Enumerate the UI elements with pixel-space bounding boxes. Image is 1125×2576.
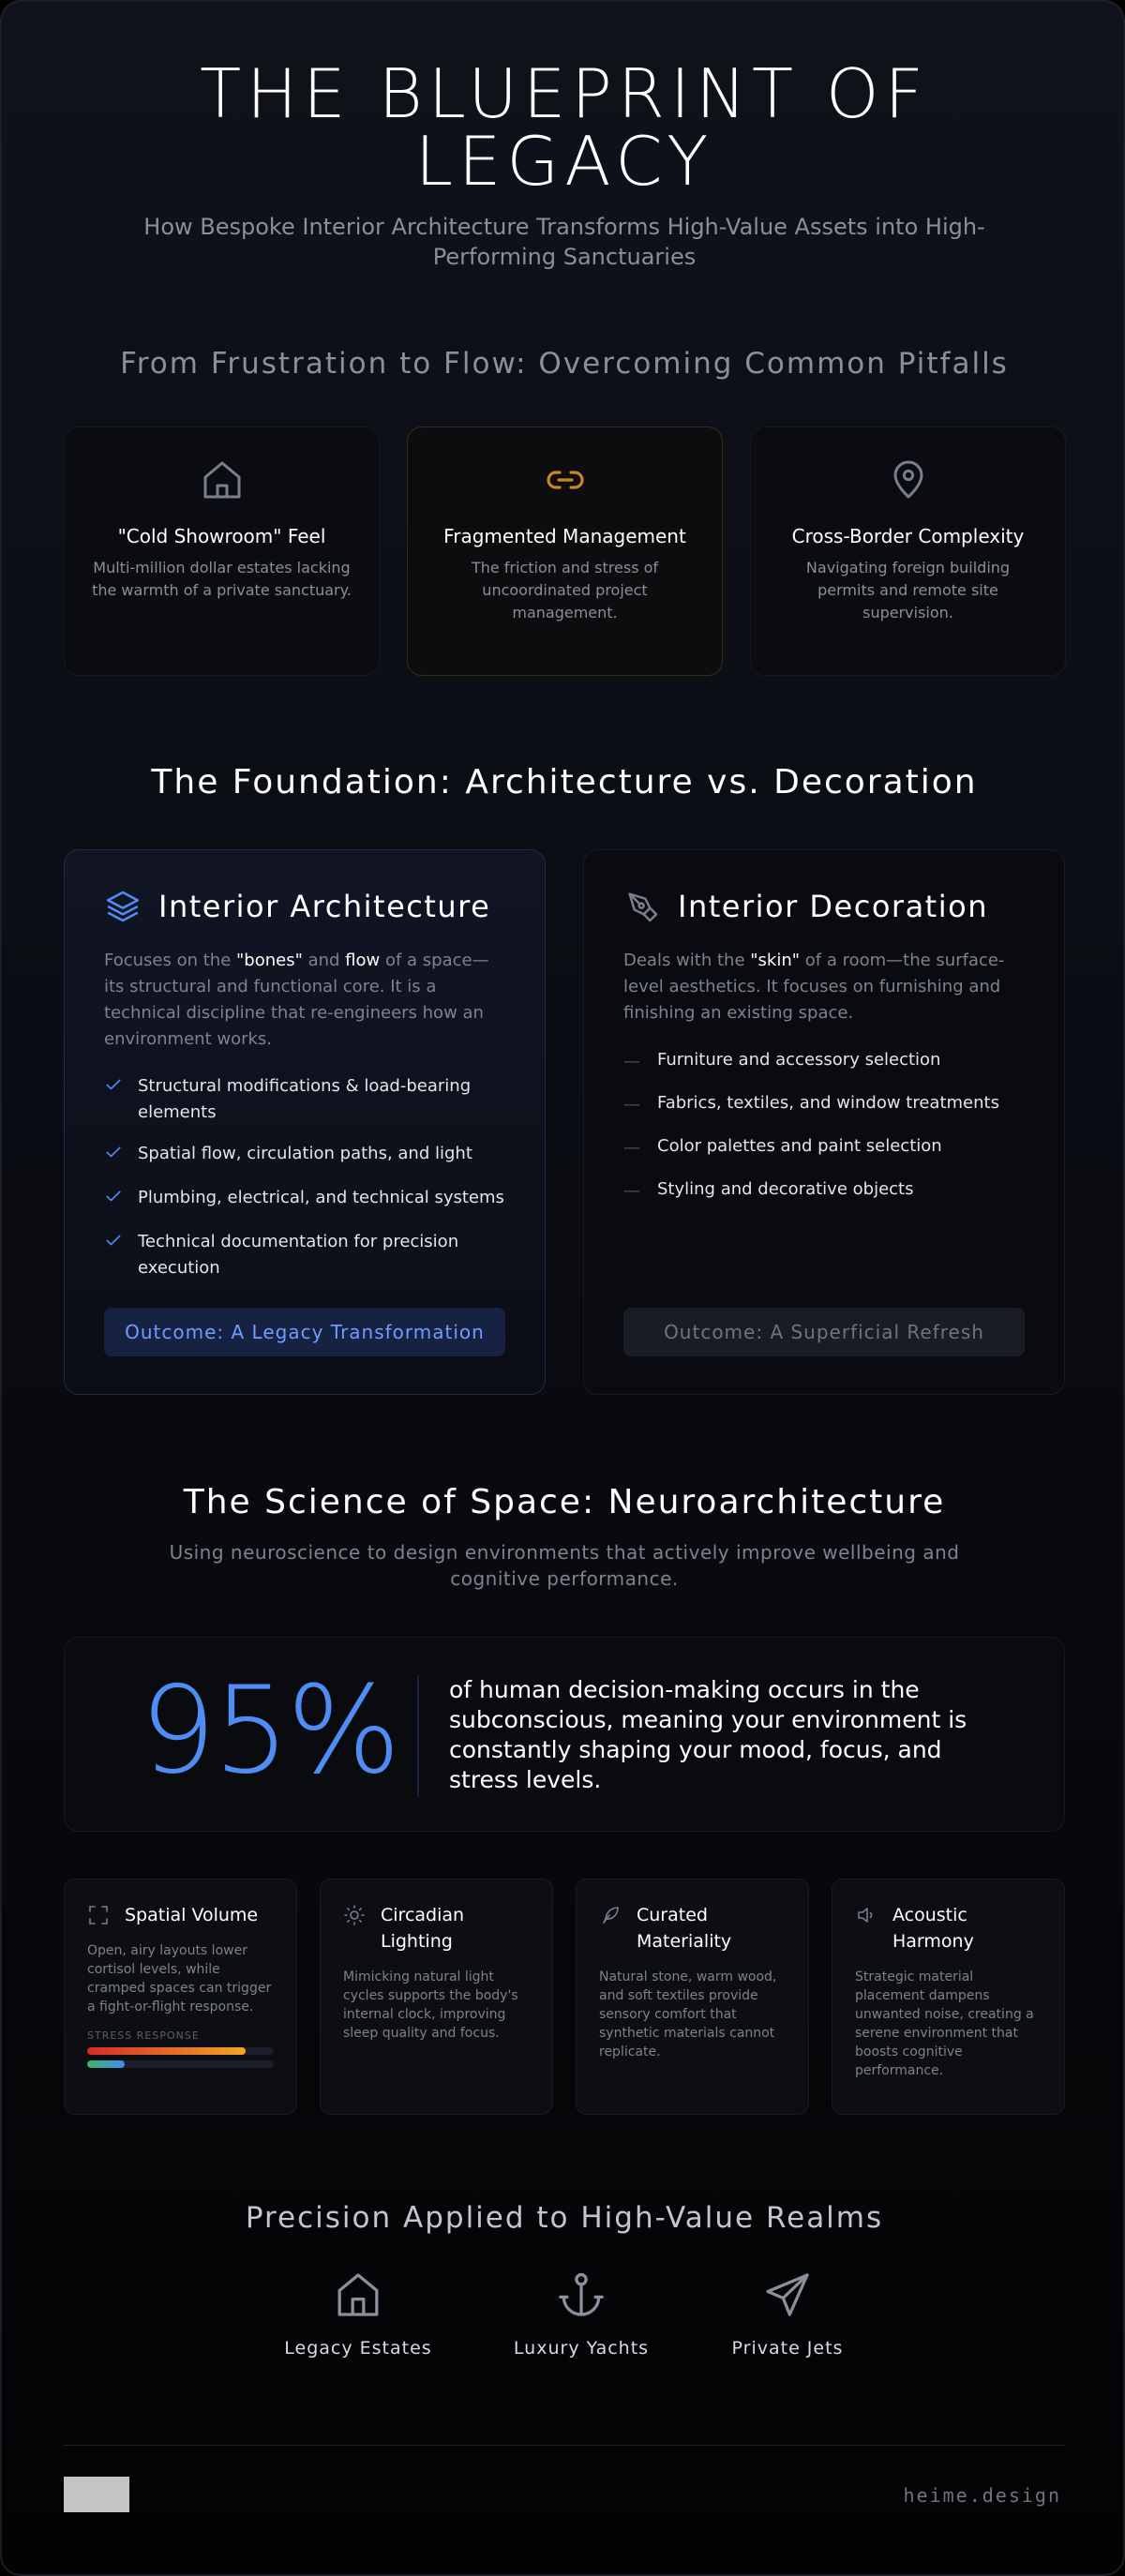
list-item: — Styling and decorative objects: [623, 1176, 1025, 1205]
footer-logo[interactable]: [64, 2477, 129, 2512]
stat-divider: [417, 1675, 419, 1797]
decoration-title: Interior Decoration: [678, 889, 988, 924]
neuro-card-title: Circadian Lighting: [381, 1905, 465, 1952]
link-icon: [543, 457, 588, 502]
neuro-title: The Science of Space: Neuroarchitecture: [183, 1483, 946, 1521]
neuro-card-materiality: [576, 1879, 809, 2115]
pitfall-card-cold-showroom: [64, 427, 380, 676]
pitfall-card-fragmented: [407, 427, 723, 676]
neuro-card-title: Acoustic Harmony: [892, 1905, 974, 1952]
realm-legacy-estates: [264, 2269, 452, 2359]
list-item: Structural modifications & load-bearing elements: [104, 1073, 505, 1126]
architecture-outcome: Outcome: A Legacy Transformation: [104, 1308, 505, 1356]
pitfall-title: Cross-Border Complexity: [791, 525, 1025, 547]
stress-label: STRESS RESPONSE: [87, 2029, 200, 2042]
realm-label: Private Jets: [731, 2338, 844, 2359]
check-icon: [104, 1073, 125, 1126]
neuro-card-text: Natural stone, warm wood, and soft textiles provide sensory comfort that synthetic materials cannot replicate.: [599, 1969, 777, 2059]
neuro-card-acoustic: [832, 1879, 1065, 2115]
maximize-icon: [87, 1904, 110, 1926]
stat-value: 95%: [140, 1661, 398, 1801]
dash-icon: —: [623, 1181, 640, 1201]
pitfall-title: "Cold Showroom" Feel: [117, 525, 326, 547]
list-item: — Color palettes and paint selection: [623, 1133, 1025, 1161]
footer-site-link[interactable]: heime.design: [903, 2484, 1061, 2507]
list-item: Spatial flow, circulation paths, and light: [104, 1141, 505, 1170]
pitfall-text: Multi-million dollar estates lacking the warmth of a private sanctuary.: [92, 559, 352, 599]
check-icon: [104, 1185, 125, 1214]
stress-bar-high: [87, 2047, 274, 2055]
map-pin-icon: [886, 457, 931, 502]
list-item: — Furniture and accessory selection: [623, 1047, 1025, 1075]
architecture-card: [64, 849, 546, 1395]
architecture-title: Interior Architecture: [158, 889, 491, 924]
neuro-card-title: Spatial Volume: [125, 1905, 259, 1925]
send-icon: [761, 2269, 814, 2321]
decoration-card: [583, 849, 1065, 1395]
feather-icon: [599, 1904, 622, 1926]
list-item: — Fabrics, textiles, and window treatments: [623, 1090, 1025, 1118]
dash-icon: —: [623, 1052, 640, 1071]
dash-icon: —: [623, 1138, 640, 1158]
pitfall-card-cross-border: [750, 427, 1066, 676]
decoration-list: [623, 1047, 1025, 1205]
pen-tool-icon: [623, 888, 661, 925]
neuro-card-text: Open, airy layouts lower cortisol levels, while cramped spaces can trigger a fight-or-flight response.: [87, 1943, 272, 2014]
check-icon: [104, 1141, 125, 1170]
architecture-desc: Focuses on the "bones" and flow of a space—its structural and functional core. It is a technical discipline that re-engineers how an environment works.: [104, 951, 489, 1049]
realm-private-jets: [694, 2269, 881, 2359]
pitfalls-title: From Frustration to Flow: Overcoming Common Pitfalls: [120, 347, 1009, 381]
list-item: Plumbing, electrical, and technical systems: [104, 1185, 505, 1214]
decoration-desc: Deals with the "skin" of a room—the surface-level aesthetics. It focuses on furnishing and finishing an existing space.: [623, 951, 1005, 1023]
sun-icon: [343, 1904, 366, 1926]
stat-text: of human decision-making occurs in the subconscious, meaning your environment is constantly shaping your mood, focus, and stress levels.: [449, 1676, 968, 1793]
realm-luxury-yachts: [488, 2269, 675, 2359]
anchor-icon: [555, 2269, 608, 2321]
home-icon: [200, 457, 245, 502]
speaker-icon: [855, 1904, 878, 1926]
neuro-subtitle: Using neuroscience to design environments that actively improve wellbeing and cognitive performance.: [169, 1541, 960, 1590]
decoration-outcome: Outcome: A Superficial Refresh: [623, 1308, 1025, 1356]
home-icon: [332, 2269, 384, 2321]
neuro-card-title: Curated Materiality: [637, 1905, 732, 1952]
stress-bar-low: [87, 2060, 274, 2068]
realm-label: Legacy Estates: [284, 2338, 432, 2359]
footer-divider: [64, 2445, 1065, 2446]
pitfall-text: The friction and stress of uncoordinated project management.: [471, 559, 659, 622]
architecture-list: [104, 1073, 505, 1281]
hero-title: THE BLUEPRINT OF LEGACY: [200, 54, 929, 201]
stat-panel: [64, 1637, 1065, 1832]
pitfall-title: Fragmented Management: [443, 525, 686, 547]
realms-title: Precision Applied to High-Value Realms: [245, 2201, 884, 2235]
list-item: Technical documentation for precision execution: [104, 1229, 505, 1281]
hero-subtitle: How Bespoke Interior Architecture Transforms High-Value Assets into High-Performing Sanctuaries: [143, 214, 985, 270]
check-icon: [104, 1229, 125, 1281]
neuro-card-circadian: [320, 1879, 553, 2115]
neuro-card-spatial-volume: [64, 1879, 297, 2115]
neuro-card-text: Mimicking natural light cycles supports the body's internal clock, improving sleep quality and focus.: [343, 1969, 518, 2041]
realm-label: Luxury Yachts: [513, 2338, 650, 2359]
dash-icon: —: [623, 1095, 640, 1115]
pitfall-text: Navigating foreign building permits and remote site supervision.: [805, 559, 1011, 622]
foundation-title: The Foundation: Architecture vs. Decoration: [151, 763, 978, 801]
layers-icon: [104, 888, 142, 925]
neuro-card-text: Strategic material placement dampens unwanted noise, creating a serene environment that boosts cognitive performance.: [855, 1969, 1034, 2078]
